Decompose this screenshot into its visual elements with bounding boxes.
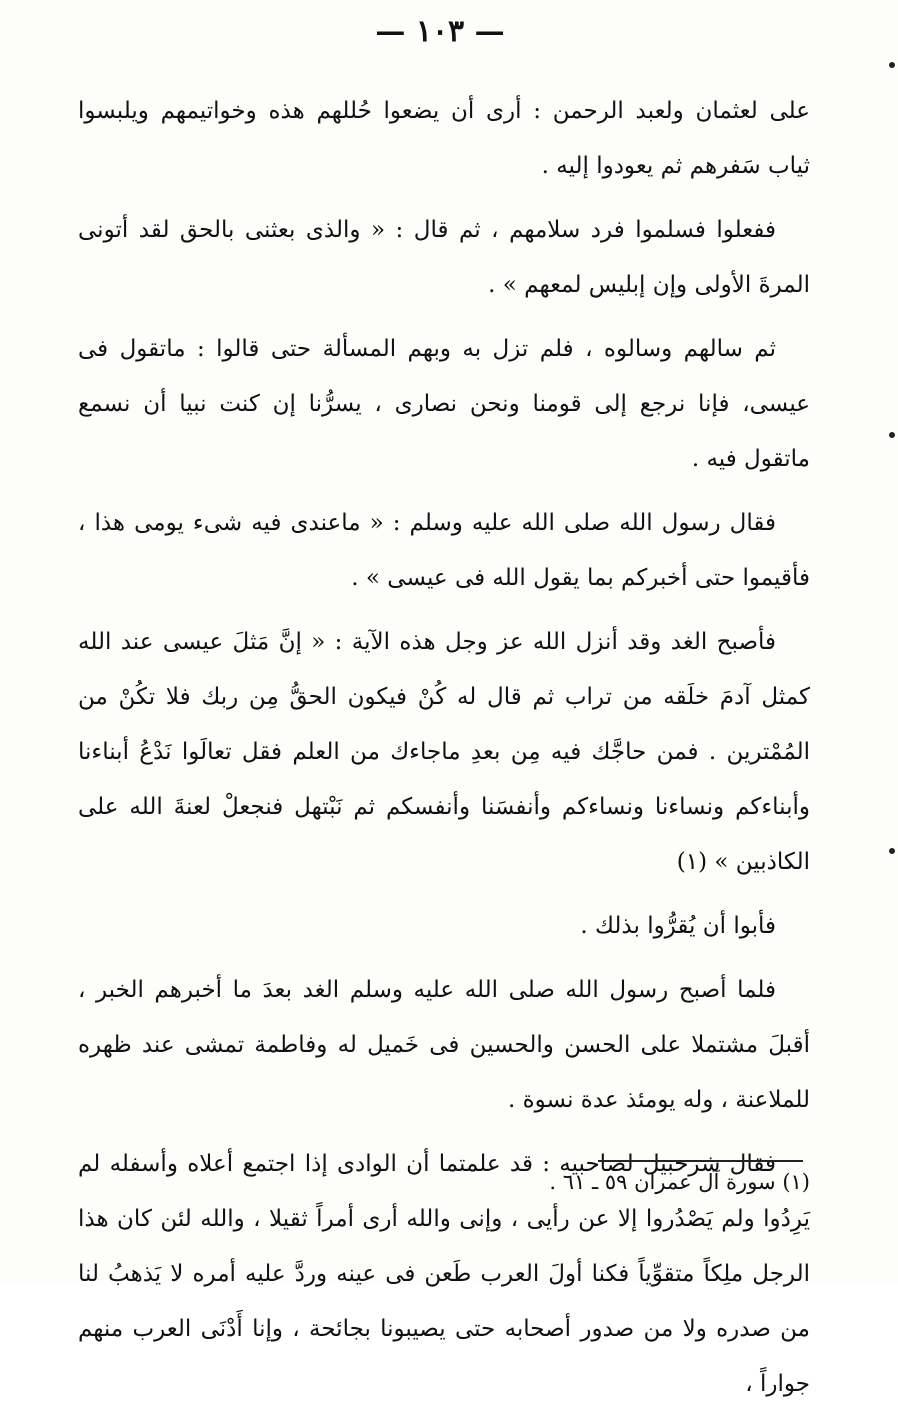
paragraph-7: فلما أصبح رسول الله صلى الله عليه وسلم الغد بعدَ ما أخبرهم الخبر ، أقبلَ مشتملا على الحسن والحسين فى خَميل له وفاطمة تمشى عند ظهره للملاعنة ، وله يومئذ عدة نسوة . [78,977,810,1113]
footnote-divider [598,1160,803,1162]
margin-speck [889,62,895,68]
body-text [78,84,810,1421]
paragraph-8: فقال شرحبيل لصاحبيه : قد علمتما أن الوادى إذا اجتمع أعلاه وأسفله لم يَرِدُوا ولم يَصْدُروا إلا عن رأيى ، وإنى والله أرى أمراً ثقيلا ، والله لئن كان هذا الرجل ملِكاً متقوِّياً فكنا أولَ العرب طَعن فى عينه وردَّ عليه أمره لا يَذهبُ لنا من صدره ولا من صدور أصحابه حتى يصيبونا بجائحة ، وإنا أَدْنَى العرب منهم جواراً ، [78,1151,810,1397]
page-number: — ١٠٣ — [375,14,505,49]
paragraph-3: ثم سالهم وسالوه ، فلم تزل به وبهم المسألة حتى قالوا : ماتقول فى عيسى، فإنا نرجع إلى قومنا ونحن نصارى ، يسرُّنا إن كنت نبيا أن نسمع ماتقول فيه . [78,336,810,472]
paragraph-6: فأبوا أن يُقرُّوا بذلك . [580,913,776,939]
paragraph-2: ففعلوا فسلموا فرد سلامهم ، ثم قال : « والذى بعثنى بالحق لقد أتونى المرةَ الأولى وإن إبليس لمعهم » . [78,217,810,298]
paragraph-4: فقال رسول الله صلى الله عليه وسلم : « ماعندى فيه شىء يومى هذا ، فأقيموا حتى أخبركم بما يقول الله فى عيسى » . [78,510,810,591]
footnote: (١) سورة آل عمران ٥٩ ـ ٦١ . [549,1170,810,1194]
margin-speck [889,848,895,854]
paragraph-1: على لعثمان ولعبد الرحمن : أرى أن يضعوا حُللهم هذه وخواتيمهم ويلبسوا ثياب سَفرهم ثم يعودوا إليه . [78,98,810,179]
margin-speck [889,432,895,438]
paragraph-5: فأصبح الغد وقد أنزل الله عز وجل هذه الآية : « إنَّ مَثلَ عيسى عند الله كمثل آدمَ خلَقه من تراب ثم قال له كُنْ فيكون الحقُّ مِن ربك فلا تكُنْ من المُمْترين . فمن حاجَّك فيه مِن بعدِ ماجاءك من العلم فقل تعالَوا نَدْعُ أبناءنا وأبناءكم ونساءنا ونساءكم وأنفسَنا وأنفسكم ثم نَبْتهل فنجعلْ لعنةَ الله على الكاذبين » (١) [78,629,810,875]
